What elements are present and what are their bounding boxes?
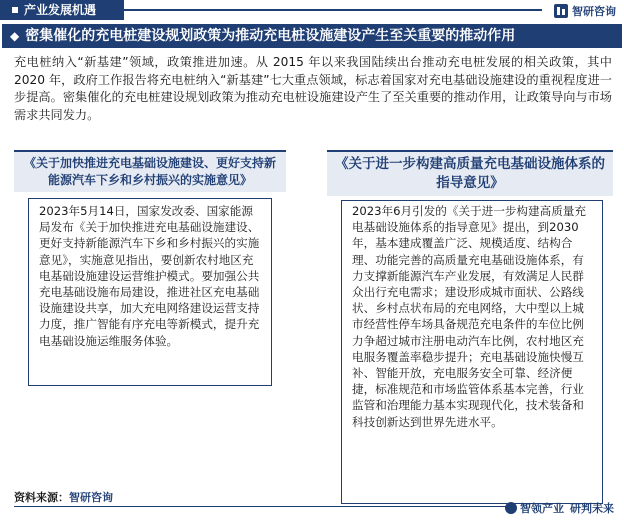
- brand-name: 智研咨询: [572, 5, 616, 18]
- title-banner: [2, 24, 622, 48]
- section-label: 产业发展机遇: [24, 3, 97, 17]
- footer-rule: [14, 506, 514, 507]
- intro-paragraph: 充电桩纳入“新基建”领域，政策推进加速。从 2015 年以来我国陆续出台推动充电桩发展的相关政策，其中 2020 年，政府工作报告将充电桩纳入“新基建”七大重点领域，标志着国家对充电基础设施建设的重视程度进一步提高。密集催化的充电桩建设规划政策为推动充电桩设施建设产生了至关重要的推动作用，让政策导向与市场需求共同发力。: [14, 55, 612, 122]
- banner-title: 密集催化的充电桩建设规划政策为推动充电桩设施建设产生至关重要的推动作用: [25, 28, 516, 44]
- brand: [554, 2, 616, 20]
- policy-title-right: 《关于进一步构建高质量充电基础设施体系的指导意见》: [327, 150, 613, 196]
- footer-slogan-left: 智领产业: [520, 502, 564, 515]
- footer-slogan-right: 研判未来: [570, 502, 614, 515]
- source-value: 智研咨询: [69, 491, 113, 504]
- double-chevron-icon: ◆: [10, 29, 20, 43]
- brand-logo-icon: [554, 4, 568, 18]
- top-header: [0, 0, 624, 22]
- section-tab: [0, 0, 124, 20]
- policy-body-left: 2023年5月14日，国家发改委、国家能源局发布《关于加快推进充电基础设施建设、更好支持新能源汽车下乡和乡村振兴的实施意见》，实施意见指出，要创新农村地区充电基础设施建设运营维护模式。要加强公共充电基础设施布局建设，推进社区充电基础设施建设共享，加大充电网络建设运营支持力度，推广智能有序充电等新模式，提升充电基础设施运维服务体验。: [28, 198, 272, 386]
- footer-logo-icon: [505, 502, 517, 514]
- footer-brand: [505, 500, 614, 516]
- policy-panel-right: [327, 150, 613, 505]
- square-bullet-icon: [12, 7, 18, 13]
- policy-body-right: 2023年6月引发的《关于进一步构建高质量充电基础设施体系的指导意见》提出，到2030年，基本建成覆盖广泛、规模适度、结构合理、功能完善的高质量充电基础设施体系，有力支撑新能源汽车产业发展，有效满足人民群众出行充电需求；建设形成城市面状、公路线状、乡村点状布局的充电网络，大中型以上城市经营性停车场具备规范充电条件的车位比例力争超过城市注册电动汽车比例，农村地区充电服务覆盖率稳步提升；充电基础设施快慢互补、智能开放，充电服务安全可靠、经济便捷，标准规范和市场监管体系基本完善，行业监管和治理能力基本实现现代化，技术装备和科技创新达到世界先进水平。: [341, 200, 603, 504]
- source-line: [14, 489, 113, 505]
- source-label: 资料来源：: [14, 491, 69, 504]
- policy-title-left: 《关于加快推进充电基础设施建设、更好支持新能源汽车下乡和乡村振兴的实施意见》: [14, 150, 286, 192]
- policy-panel-left: [14, 150, 286, 505]
- header-rule: [124, 9, 542, 11]
